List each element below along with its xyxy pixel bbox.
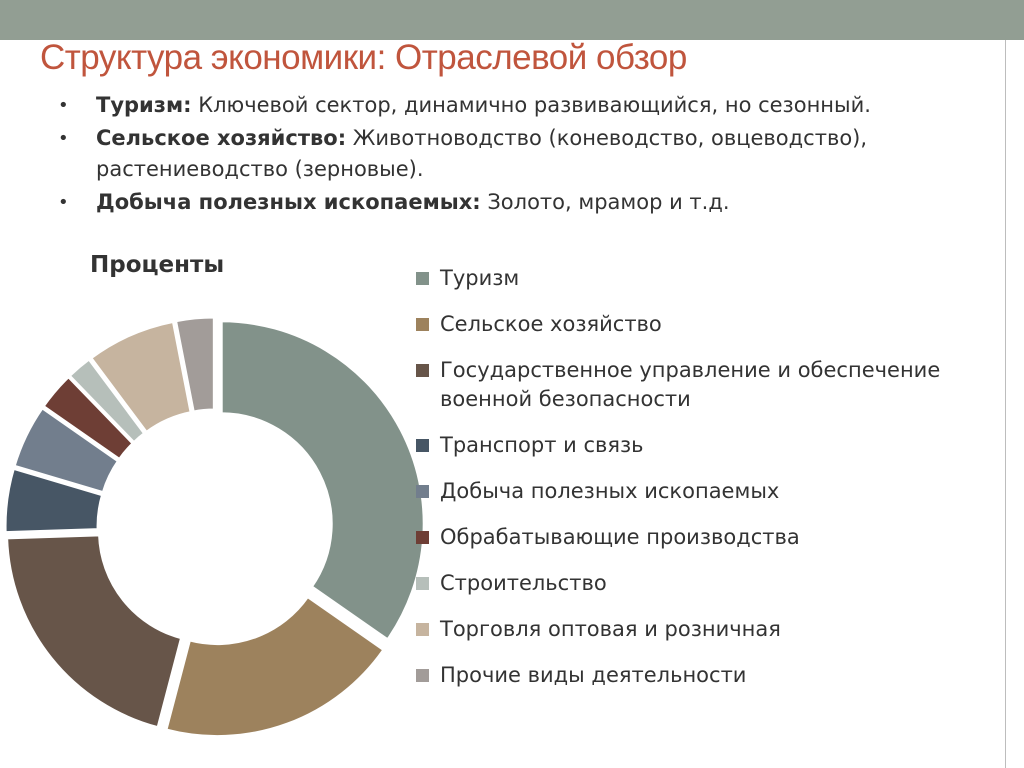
- legend-label: Прочие виды деятельности: [440, 663, 747, 687]
- legend-label: Туризм: [440, 266, 520, 290]
- right-border-line: [1005, 40, 1006, 768]
- legend-item: [416, 523, 996, 552]
- legend-swatch: [416, 439, 429, 452]
- legend-label: Торговля оптовая и розничная: [440, 617, 781, 641]
- legend-item: [416, 615, 996, 644]
- legend-item: [416, 661, 996, 690]
- legend-label: Строительство: [440, 571, 607, 595]
- bullet-item-tourism: [56, 90, 986, 121]
- legend-label: Сельское хозяйство: [440, 312, 662, 336]
- bullet-item-agriculture: [56, 123, 986, 185]
- bullet-label: Туризм:: [96, 93, 192, 117]
- legend-swatch: [416, 531, 429, 544]
- legend-item: [416, 356, 996, 414]
- legend-item: [416, 569, 996, 598]
- legend-swatch: [416, 318, 429, 331]
- bullet-dot-icon: •: [58, 192, 69, 213]
- bullet-list: [56, 90, 986, 220]
- chart-title: Проценты: [90, 252, 225, 278]
- bullet-label: Сельское хозяйство:: [96, 126, 347, 150]
- legend-label: Обрабатывающие производства: [440, 525, 800, 549]
- legend-swatch: [416, 364, 429, 377]
- legend-item: [416, 310, 996, 339]
- bullet-text: Животноводство (коневодство, овцеводство), растениеводство (зерновые).: [96, 126, 868, 181]
- legend-swatch: [416, 577, 429, 590]
- legend-item: [416, 431, 996, 460]
- bullet-text: Золото, мрамор и т.д.: [480, 190, 730, 214]
- chart-legend: [416, 264, 996, 707]
- bullet-dot-icon: •: [58, 128, 69, 149]
- bullet-dot-icon: •: [58, 95, 69, 116]
- donut-slice-3: [7, 535, 182, 728]
- slide-title: Структура экономики: Отраслевой обзор: [40, 38, 687, 77]
- legend-label: Добыча полезных ископаемых: [440, 479, 780, 503]
- legend-label: Транспорт и связь: [440, 433, 644, 457]
- legend-label: Государственное управление и обеспечение военной безопасности: [440, 358, 941, 411]
- legend-swatch: [416, 485, 429, 498]
- donut-slice-1: [221, 321, 424, 640]
- donut-chart: [0, 300, 440, 750]
- bullet-label: Добыча полезных ископаемых:: [96, 190, 481, 214]
- bullet-item-mining: [56, 187, 986, 218]
- legend-swatch: [416, 669, 429, 682]
- bullet-text: Ключевой сектор, динамично развивающийся, но сезонный.: [191, 93, 871, 117]
- legend-item: [416, 477, 996, 506]
- legend-item: [416, 264, 996, 293]
- donut-slice-2: [166, 597, 384, 737]
- top-bar: [0, 0, 1024, 40]
- legend-swatch: [416, 623, 429, 636]
- legend-swatch: [416, 272, 429, 285]
